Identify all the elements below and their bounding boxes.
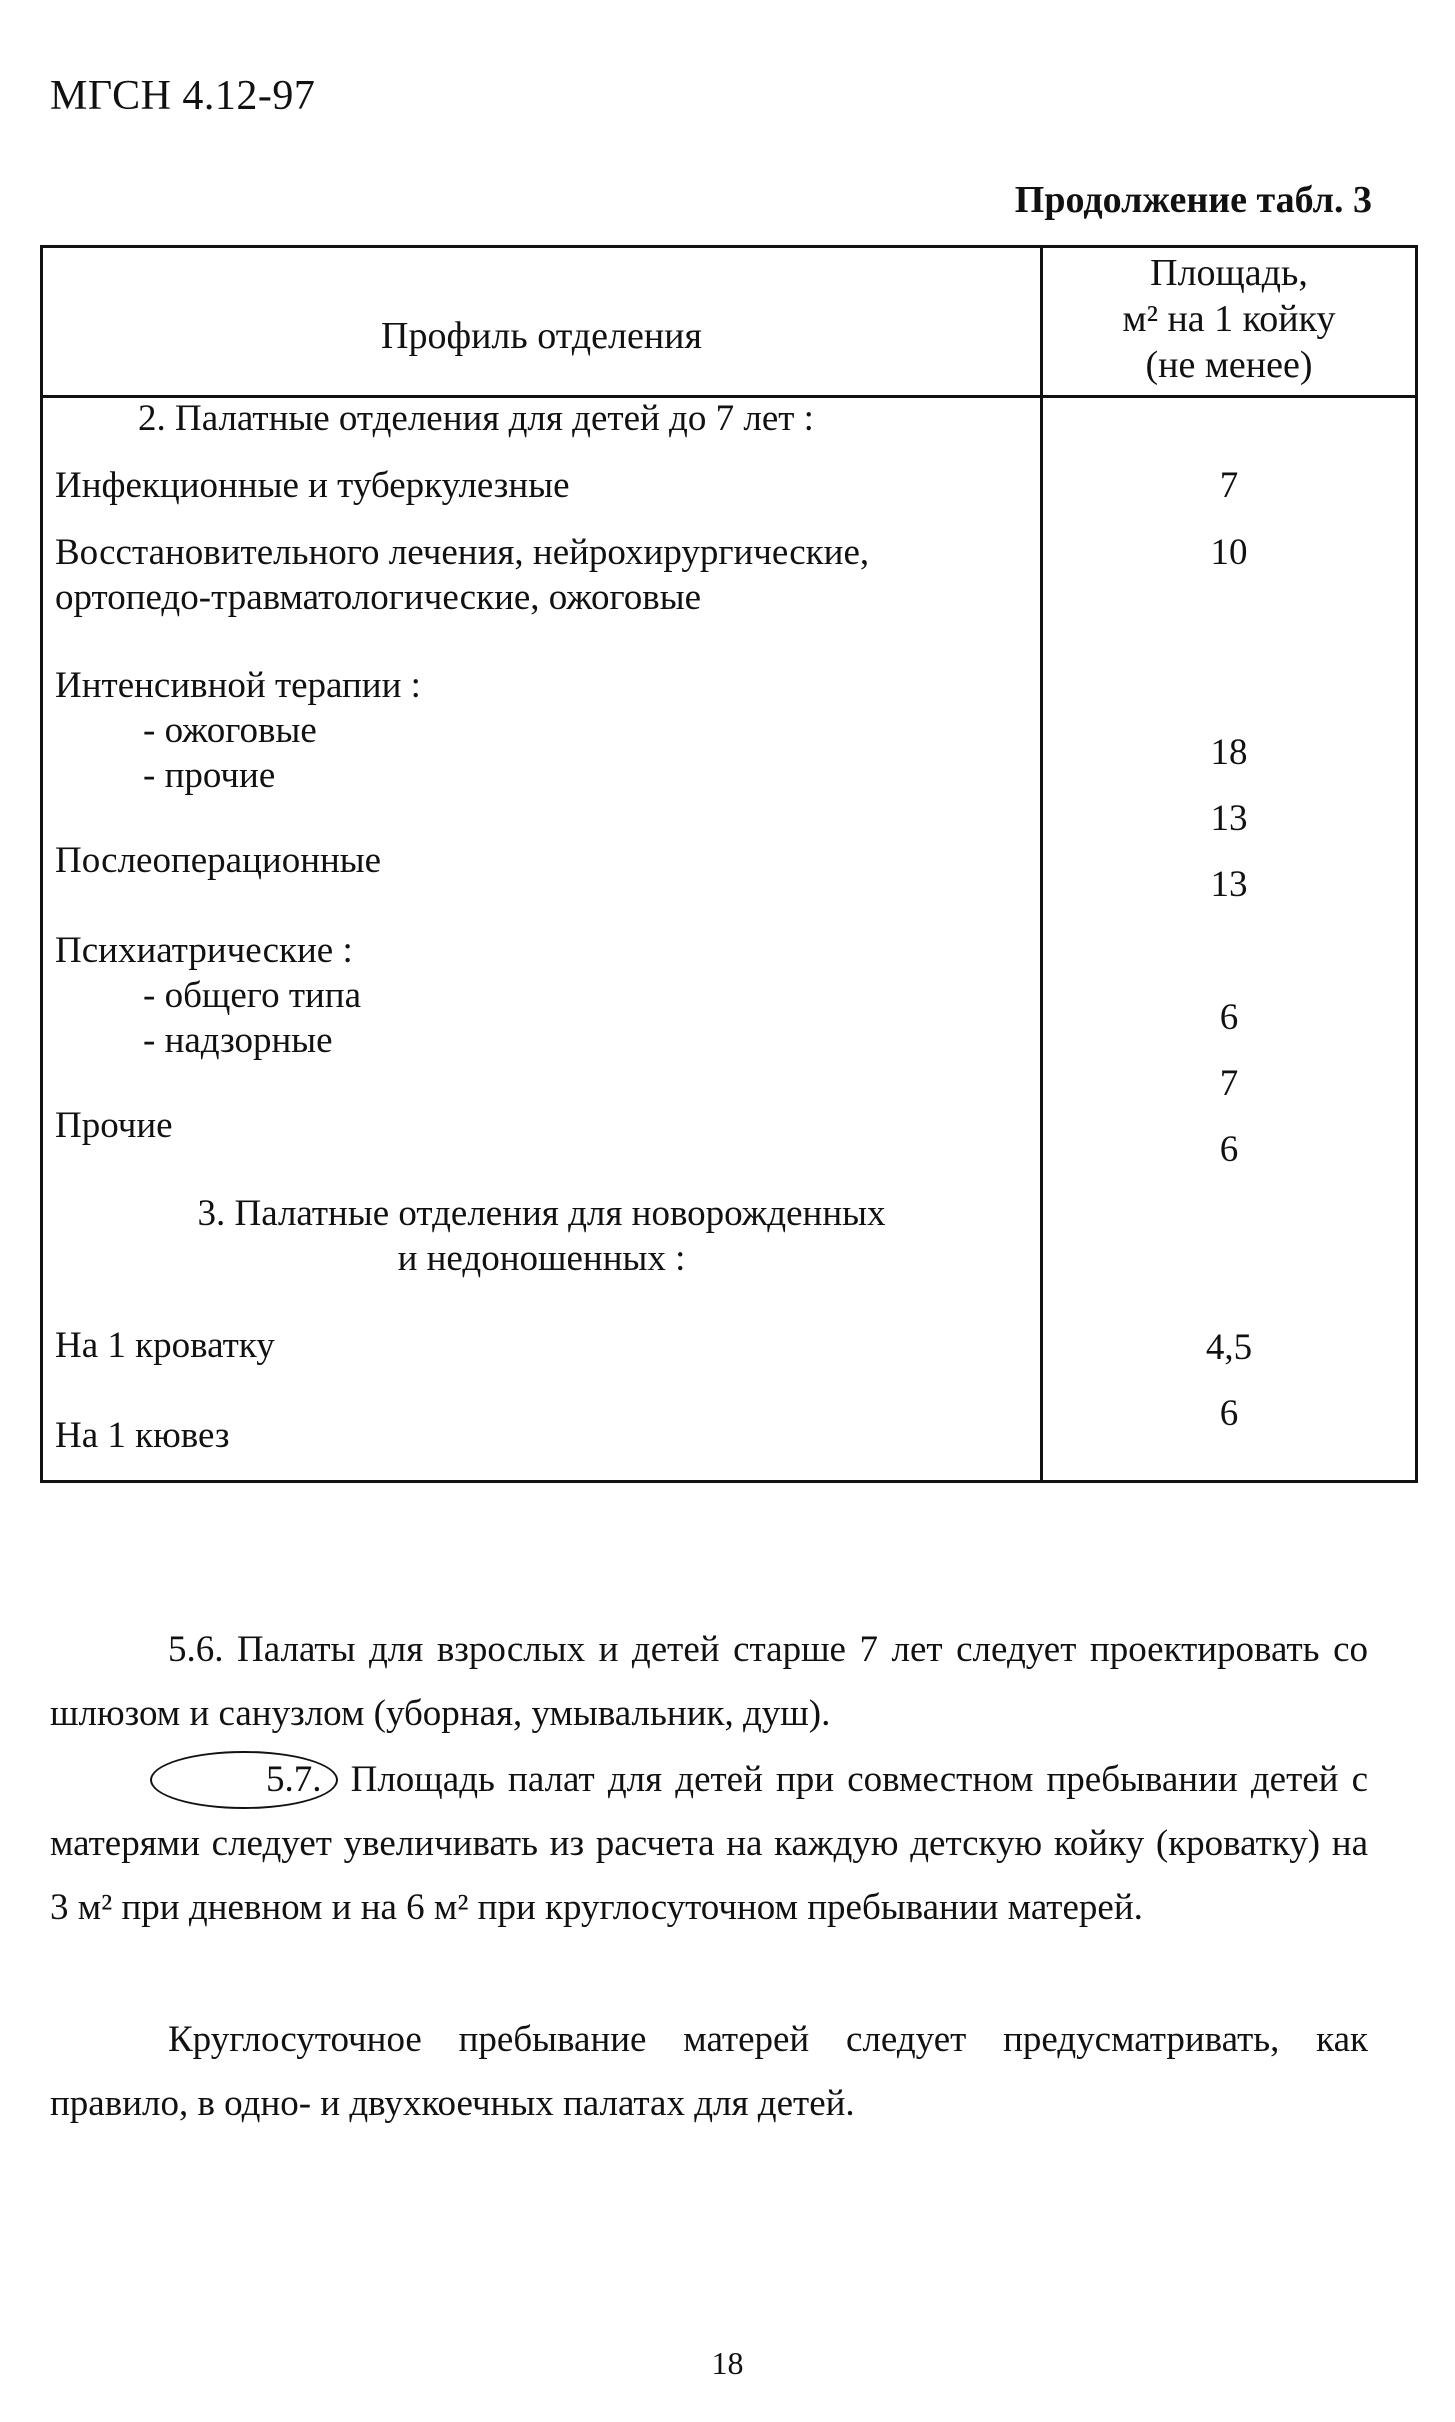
row-label-other: Прочие — [55, 1105, 173, 1146]
row-label-psychiatric: Психиатрические : — [55, 930, 353, 971]
row-value-postoperative: 13 — [1210, 864, 1248, 905]
row-label-intensive-burn: - ожоговые — [143, 710, 317, 751]
row-label-infectious: Инфекционные и туберкулезные — [55, 465, 570, 506]
row-value-per-cot: 4,5 — [1205, 1327, 1253, 1368]
row-value-psychiatric-general: 6 — [1219, 997, 1239, 1038]
paragraph-5-7-body — [50, 1748, 1368, 1940]
column-header-area — [1043, 250, 1415, 388]
row-label-per-incubator: На 1 кювез — [55, 1415, 230, 1456]
paragraph-5-7-text: Площадь палат для детей при совместном пребывании детей с матерями следует увеличивать из расчета на каждую детскую койку (кроватку) на 3 м² при дневном и на 6 м² при круглосуточном пребывании матерей. — [50, 1759, 1369, 1928]
row-value-intensive-other: 13 — [1210, 798, 1248, 839]
row-value-psychiatric-supervised: 7 — [1219, 1063, 1239, 1104]
circled-clause-number: 5.7. — [150, 1751, 338, 1809]
row-value-other: 6 — [1219, 1129, 1239, 1170]
row-value-per-incubator: 6 — [1219, 1393, 1239, 1434]
row-label-per-cot: На 1 кроватку — [55, 1325, 275, 1366]
column-header-area-line-3: (не менее) — [1145, 344, 1313, 386]
section-heading-newborns-line-1: 3. Палатные отделения для новорожденных — [197, 1193, 886, 1234]
paragraph-5-6-text: 5.6. Палаты для взрослых и детей старше 7 лет следует проектировать со шлюзом и санузлом (уборная, умывальник, душ). — [50, 1629, 1368, 1734]
area-norms-table — [40, 245, 1418, 1483]
column-header-area-line-1: Площадь, — [1150, 252, 1308, 294]
row-label-rehabilitation-line-2: ортопедо-травматологические, ожоговые — [55, 577, 702, 618]
section-heading-children-under-7: 2. Палатные отделения для детей до 7 лет : — [138, 398, 814, 439]
paragraph-round-the-clock — [50, 2008, 1368, 2136]
column-header-profile: Профиль отделения — [381, 315, 702, 357]
row-label-intensive-other: - прочие — [143, 755, 276, 796]
table-continuation-label: Продолжение табл. 3 — [1014, 179, 1372, 221]
row-label-psychiatric-general: - общего типа — [143, 975, 362, 1016]
document-code: МГСН 4.12-97 — [50, 73, 316, 119]
row-label-rehabilitation-line-1: Восстановительного лечения, нейрохирургические, — [55, 532, 870, 573]
row-label-postoperative: Послеоперационные — [55, 840, 382, 881]
row-label-intensive-care: Интенсивной терапии : — [55, 665, 421, 706]
paragraph-5-6 — [50, 1618, 1368, 1746]
row-value-intensive-burn: 18 — [1210, 732, 1248, 773]
row-value-rehabilitation: 10 — [1210, 532, 1248, 573]
page-number: 18 — [711, 2345, 744, 2381]
section-heading-newborns-line-2: и недоношенных : — [397, 1238, 686, 1279]
column-header-area-line-2: м² на 1 койку — [1122, 298, 1336, 340]
row-value-infectious: 7 — [1219, 465, 1239, 506]
paragraph-round-the-clock-text: Круглосуточное пребывание матерей следует предусматривать, как правило, в одно- и двухкоечных палатах для детей. — [50, 2019, 1368, 2124]
row-label-psychiatric-supervised: - надзорные — [143, 1020, 333, 1061]
paragraph-5-7 — [50, 1748, 1368, 1940]
